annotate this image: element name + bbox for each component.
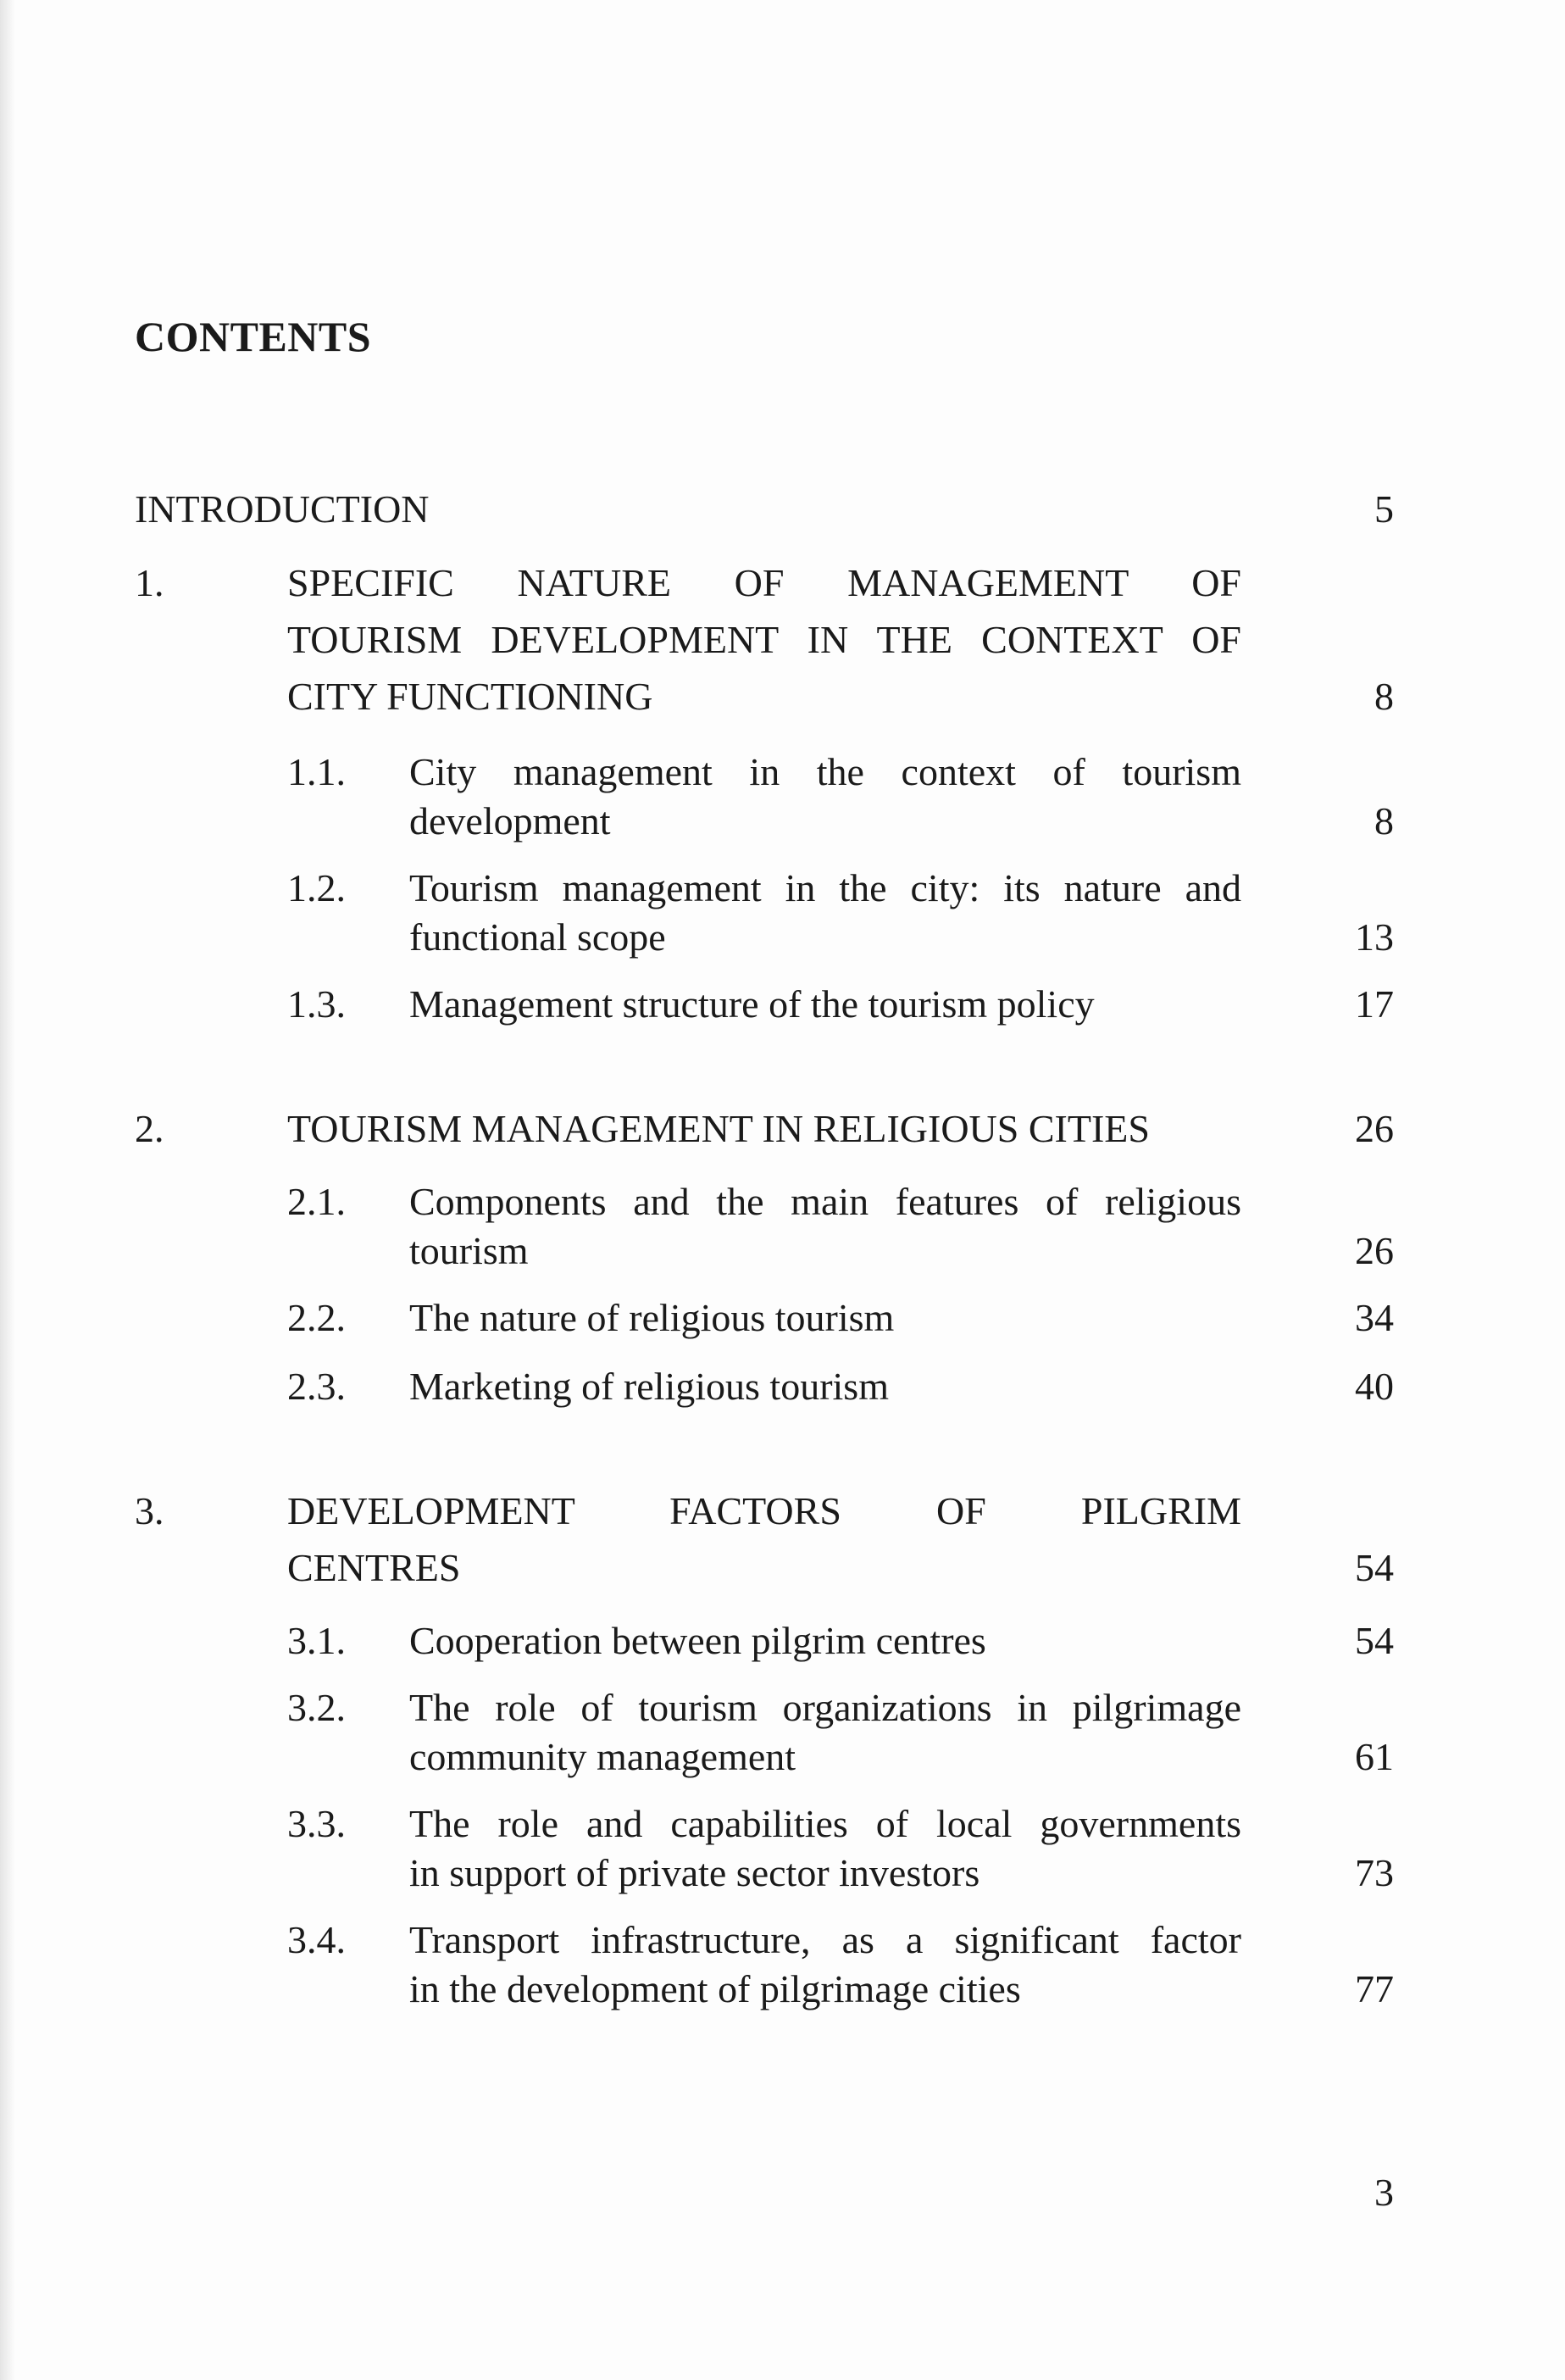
toc-entry-number: 2.1.	[287, 1180, 346, 1223]
toc-entry-page: 34	[1355, 1296, 1394, 1339]
toc-entry-page: 54	[1355, 1619, 1394, 1662]
toc-entry	[135, 1683, 1394, 1782]
toc-entry-page: 8	[1374, 799, 1394, 842]
toc-entry-title	[409, 864, 1241, 962]
toc-entry-page: 40	[1355, 1365, 1394, 1408]
toc-entry-title-line: CENTRES	[287, 1546, 461, 1589]
toc-entry-page: 73	[1355, 1851, 1394, 1894]
toc-entry-title-line: Components and the main features of religious	[409, 1180, 1241, 1223]
toc-entry-number: 3.3.	[287, 1802, 346, 1845]
toc-entry-title-line: Tourism management in the city: its nature and	[409, 866, 1241, 909]
toc-entry-page: 8	[1374, 675, 1394, 718]
toc-entry-number: 1.1.	[287, 750, 346, 793]
toc-entry	[135, 1482, 1394, 1596]
toc-entry	[135, 1916, 1394, 2014]
toc-entry-number: 2.	[135, 1107, 164, 1150]
toc-entry-number: 2.2.	[287, 1296, 346, 1339]
toc-entry-title	[135, 485, 1241, 534]
toc-entry	[135, 485, 1394, 534]
toc-entry-page: 61	[1355, 1735, 1394, 1778]
toc-entry	[135, 1616, 1394, 1665]
toc-entry-title	[409, 1683, 1241, 1782]
toc-entry	[135, 1799, 1394, 1898]
toc-entry-number: 3.1.	[287, 1619, 346, 1662]
toc-entry-title-line: tourism	[409, 1229, 529, 1272]
toc-entry-title-line: DEVELOPMENT FACTORS OF PILGRIM	[287, 1489, 1241, 1532]
toc-entry-page: 26	[1355, 1229, 1394, 1272]
toc-entry	[135, 1293, 1394, 1343]
toc-entry-number: 3.2.	[287, 1686, 346, 1729]
toc-entry-page: 17	[1355, 982, 1394, 1026]
toc-entry-title	[409, 1916, 1241, 2014]
toc-entry-number: 1.3.	[287, 982, 346, 1026]
toc-entry-number: 1.	[135, 561, 164, 604]
toc-entry-title-line: in support of private sector investors	[409, 1851, 980, 1894]
contents-heading: CONTENTS	[135, 313, 372, 360]
toc-entry	[135, 864, 1394, 962]
toc-entry-number: 3.4.	[287, 1918, 346, 1961]
toc-entry-page: 13	[1355, 915, 1394, 959]
toc-entry-title-line: INTRODUCTION	[135, 487, 430, 531]
toc-entry-number: 2.3.	[287, 1365, 346, 1408]
toc-entry	[135, 980, 1394, 1029]
toc-entry-title	[409, 1616, 1241, 1665]
toc-entry-title-line: SPECIFIC NATURE OF MANAGEMENT OF	[287, 561, 1241, 604]
toc-entry-title-line: functional scope	[409, 915, 666, 959]
toc-entry-title	[287, 1482, 1241, 1596]
toc-entry-page: 77	[1355, 1967, 1394, 2010]
toc-entry-title-line: Management structure of the tourism policy	[409, 982, 1095, 1026]
page-number: 3	[1374, 2171, 1394, 2214]
toc-entry-title-line: TOURISM DEVELOPMENT IN THE CONTEXT OF	[287, 618, 1241, 661]
toc-entry-number: 3.	[135, 1489, 164, 1532]
toc-entry	[135, 1177, 1394, 1276]
toc-entry-title-line: CITY FUNCTIONING	[287, 675, 653, 718]
toc-entry-title	[409, 1362, 1241, 1411]
toc-entry-title	[409, 1293, 1241, 1343]
toc-entry-number: 1.2.	[287, 866, 346, 909]
toc-entry-title-line: TOURISM MANAGEMENT IN RELIGIOUS CITIES	[287, 1107, 1150, 1150]
toc-entry	[135, 554, 1394, 725]
toc-entry-page: 26	[1355, 1107, 1394, 1150]
toc-entry-title-line: Transport infrastructure, as a significant factor	[409, 1918, 1241, 1961]
toc-entry	[135, 748, 1394, 846]
toc-entry-title	[287, 1100, 1241, 1157]
toc-entry	[135, 1100, 1394, 1157]
toc-entry-title-line: The role and capabilities of local governments	[409, 1802, 1241, 1845]
toc-entry-title	[409, 1177, 1241, 1276]
toc-entry-title-line: development	[409, 799, 611, 842]
toc-entry-title	[409, 748, 1241, 846]
scan-edge-shadow	[0, 0, 15, 2380]
toc-entry-title	[409, 1799, 1241, 1898]
toc-entry	[135, 1362, 1394, 1411]
toc-entry-title-line: The nature of religious tourism	[409, 1296, 895, 1339]
toc-entry-title-line: City management in the context of tourism	[409, 750, 1241, 793]
toc-entry-page: 5	[1374, 487, 1394, 531]
toc-entry-title-line: in the development of pilgrimage cities	[409, 1967, 1021, 2010]
toc-entry-title-line: Cooperation between pilgrim centres	[409, 1619, 986, 1662]
toc-entry-title-line: Marketing of religious tourism	[409, 1365, 889, 1408]
toc-entry-title-line: community management	[409, 1735, 796, 1778]
toc-entry-title-line: The role of tourism organizations in pilgrimage	[409, 1686, 1241, 1729]
toc-entry-page: 54	[1355, 1546, 1394, 1589]
toc-entry-title	[409, 980, 1241, 1029]
toc-entry-title	[287, 554, 1241, 725]
